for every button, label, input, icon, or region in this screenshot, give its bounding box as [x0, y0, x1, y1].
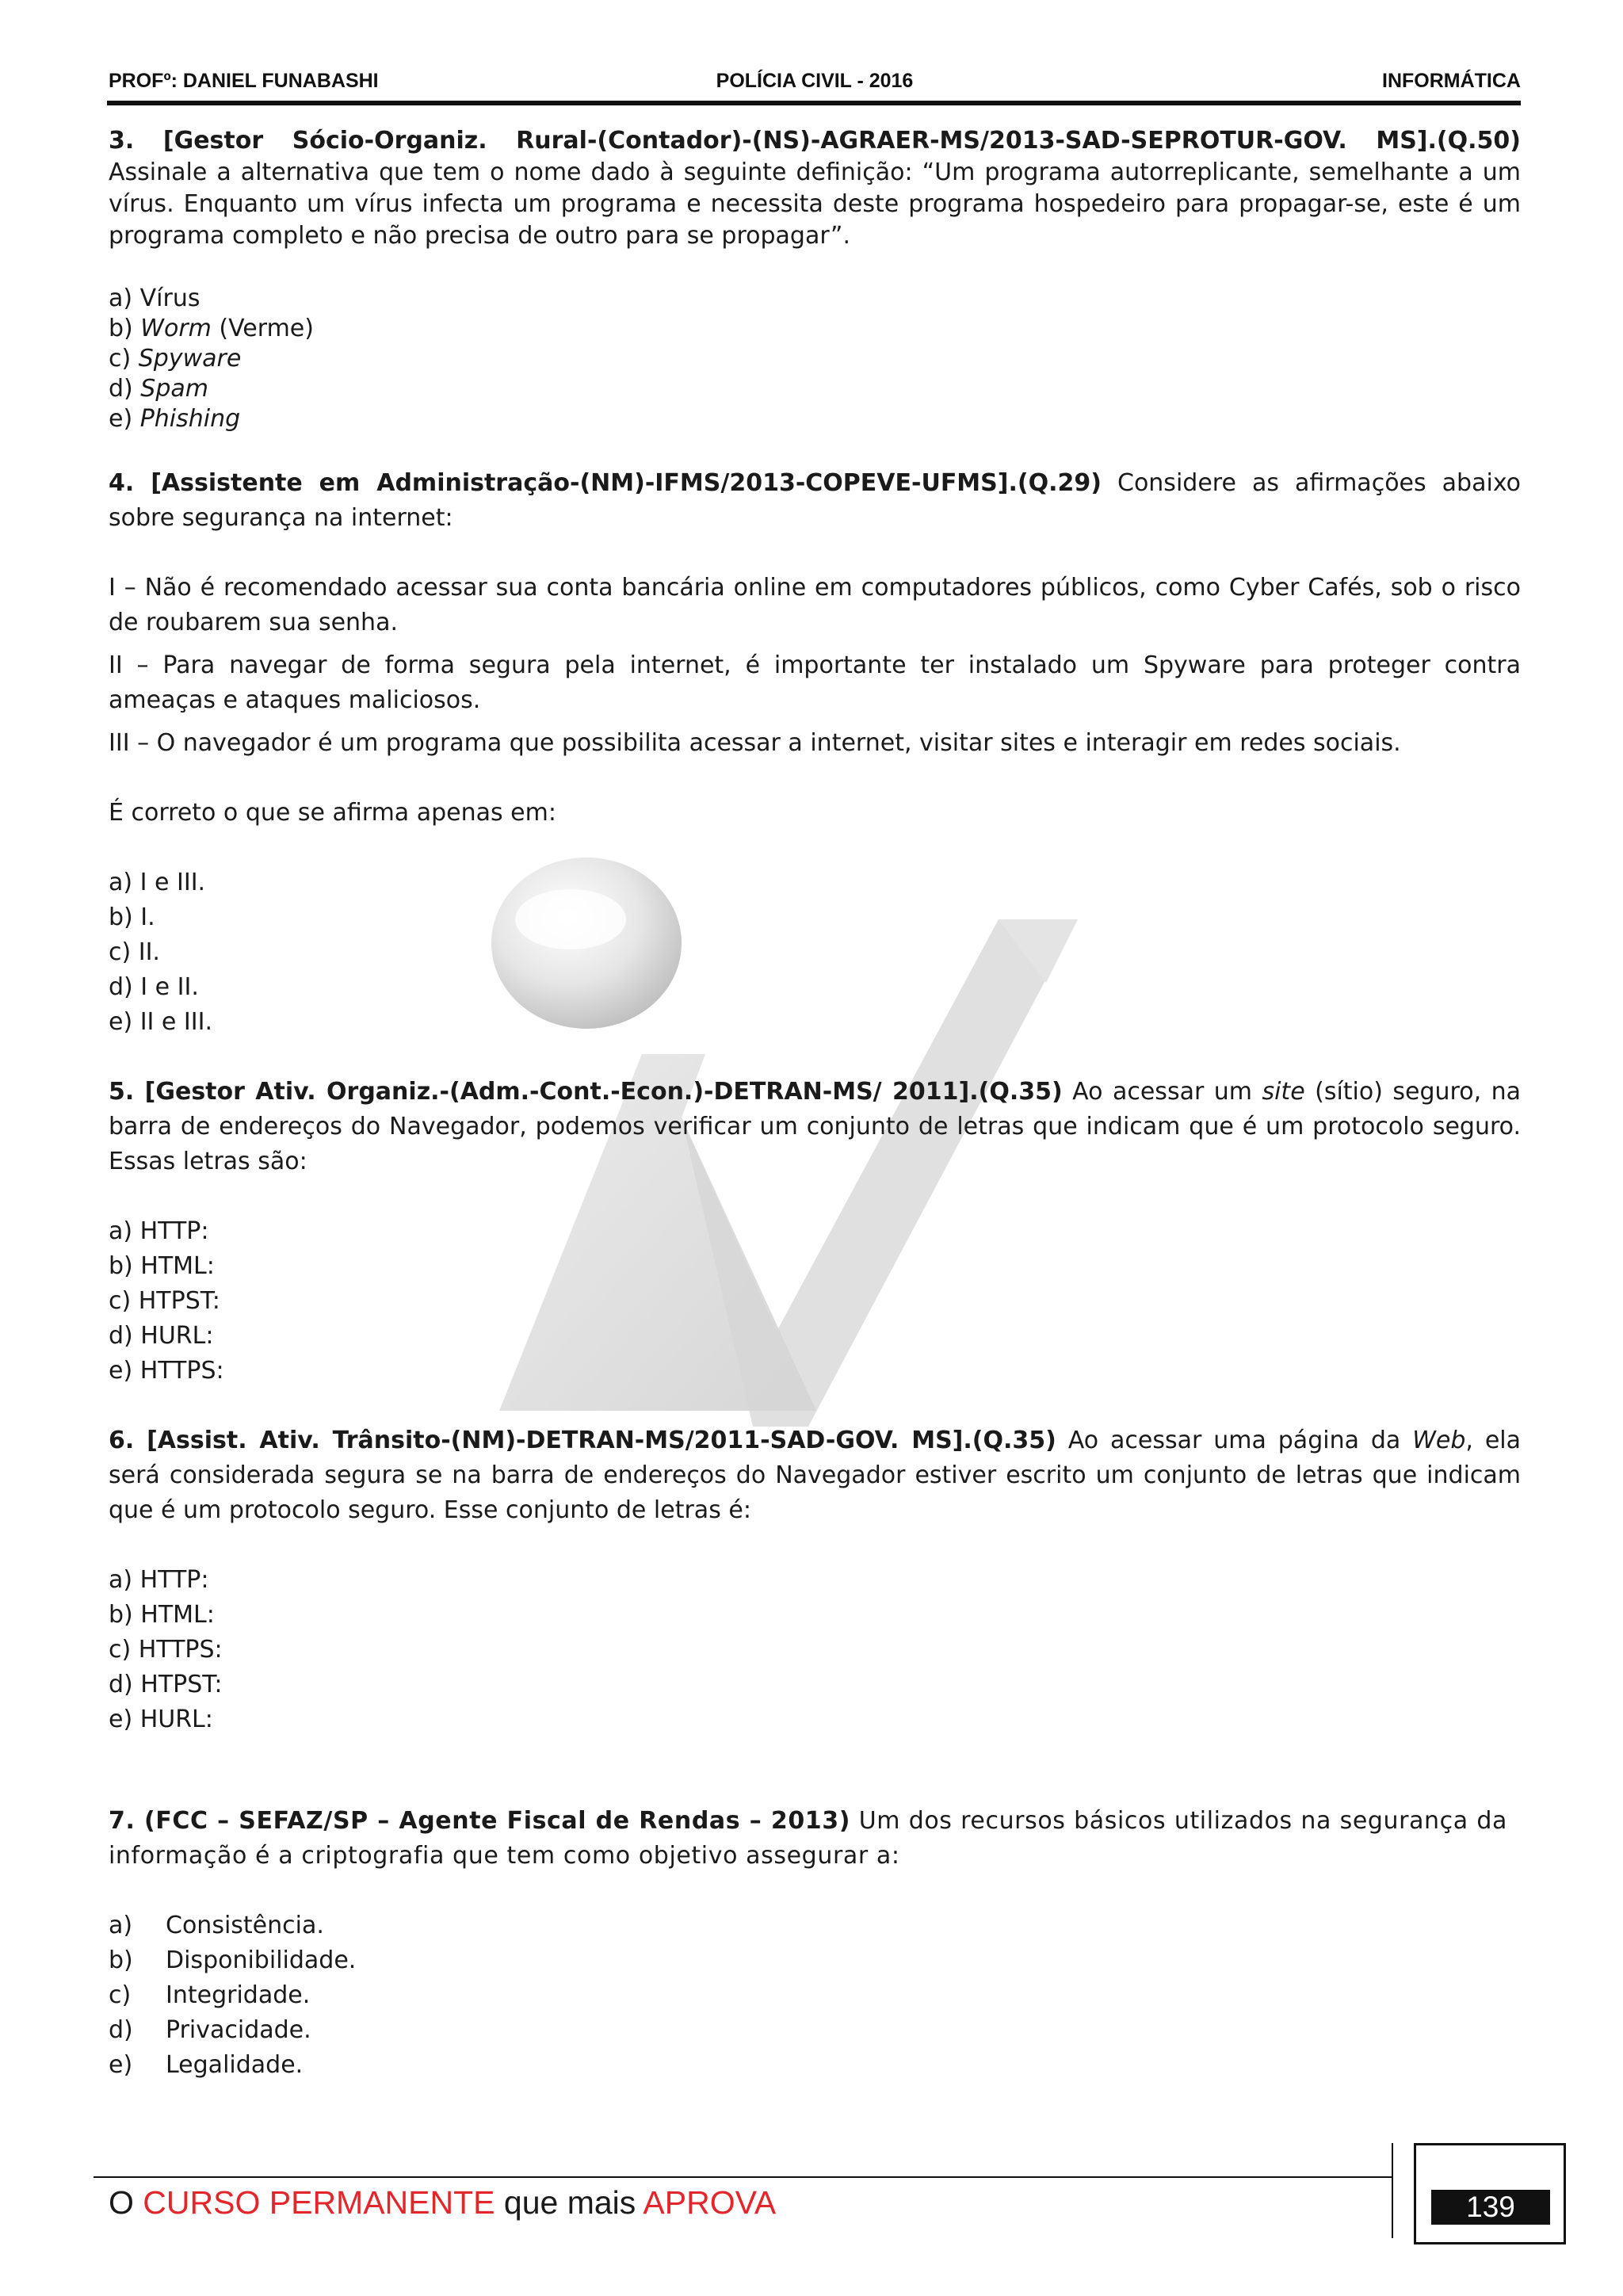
question-4-text: Considere as afirmações abaixo sobre segurança na internet:: [109, 469, 1522, 532]
option-item: d) HTPST:: [109, 1671, 223, 1698]
option-item: [109, 1908, 1521, 1943]
statement-1: I – Não é recomendado acessar sua conta bancária online em computadores públicos, como Cyber Cafés, sob o risco de roubarem sua senha.: [109, 574, 1521, 636]
option-text: Privacidade.: [166, 2016, 311, 2044]
question-7-reference: 7. (FCC – SEFAZ/SP – Agente Fiscal de Rendas – 2013): [109, 1807, 851, 1835]
question-3: [109, 125, 1521, 252]
footer-slogan-1: O: [109, 2184, 143, 2221]
option-letter: c): [109, 345, 139, 372]
footer-divider: [94, 2176, 1393, 2178]
option-item: [109, 314, 1521, 344]
question-5-reference: 5. [Gestor Ativ. Organiz.-(Adm.-Cont.-Econ.)-DETRAN-MS/ 2011].(Q.35): [109, 1078, 1063, 1106]
option-item: a) HTTP:: [109, 1217, 209, 1245]
option-text: Vírus: [139, 285, 200, 312]
question-6-text-end: , ela será considerada segura se na barra de endereços do Navegador estiver escrito um conjunto de letras que indicam que é um protocolo seguro. Esse conjunto de letras é:: [109, 1427, 1521, 1524]
option-item: e) HTTPS:: [109, 1357, 224, 1385]
option-text: Legalidade.: [166, 2051, 304, 2079]
question-3-options: [109, 284, 1521, 434]
header-divider: [107, 101, 1521, 105]
option-letter: a): [109, 285, 140, 312]
option-item: c) II.: [109, 938, 160, 966]
question-7-text: Um dos recursos básicos utilizados na segurança da informação é a criptografia que tem como objetivo assegurar a:: [109, 1807, 1507, 1870]
option-letter: e): [109, 405, 140, 433]
option-item: [109, 2013, 1521, 2048]
question-5: [109, 1075, 1521, 1179]
option-letter: d): [109, 2016, 133, 2044]
option-item: [109, 2048, 1521, 2083]
option-item: b) HTML:: [109, 1252, 215, 1280]
page-content: [109, 125, 1521, 2083]
option-item: c) HTPST:: [109, 1287, 220, 1315]
header-course: POLÍCIA CIVIL - 2016: [716, 70, 914, 92]
question-4: [109, 466, 1521, 536]
option-item: a) HTTP:: [109, 1566, 209, 1594]
option-item: [109, 404, 1521, 434]
option-item: d) I e II.: [109, 973, 199, 1001]
question-3-text: Assinale a alternativa que tem o nome dado à seguinte definição: “Um programa autorreplicante, semelhante a um vírus. Enquanto um vírus infecta um programa e necessita deste programa hospedeiro para propagar-se, este é um programa completo e não precisa de outro para se propagar”.: [109, 159, 1521, 250]
footer-slogan-2: CURSO PERMANENTE: [143, 2184, 495, 2221]
option-text: Worm: [140, 315, 212, 342]
question-6-text: Ao acessar uma página da: [1056, 1427, 1413, 1454]
option-text: Spyware: [138, 345, 242, 372]
option-letter: e): [109, 2051, 133, 2079]
option-letter: b): [109, 315, 141, 342]
question-6-italic: Web: [1412, 1427, 1466, 1454]
question-4-reference: 4. [Assistente em Administração-(NM)-IFMS/2013-COPEVE-UFMS].(Q.29): [109, 469, 1102, 497]
question-5-options: [109, 1214, 1521, 1389]
footer-slogan: [109, 2184, 776, 2222]
footer-separator: [1392, 2143, 1393, 2238]
footer-slogan-3: que mais: [495, 2184, 643, 2221]
option-item: [109, 1943, 1521, 1978]
option-letter: c): [109, 1981, 132, 2009]
option-item: d) HURL:: [109, 1322, 214, 1350]
question-7-options: [109, 1908, 1521, 2083]
option-extra: (Verme): [211, 315, 314, 342]
option-letter: d): [109, 375, 141, 403]
question-4-prompt: É correto o que se afirma apenas em:: [109, 799, 556, 827]
statement-3: III – O navegador é um programa que possibilita acessar a internet, visitar sites e interagir em redes sociais.: [109, 729, 1401, 757]
option-item: b) I.: [109, 904, 155, 931]
question-7: [109, 1804, 1507, 1874]
option-item: c) HTTPS:: [109, 1636, 223, 1664]
question-6-reference: 6. [Assist. Ativ. Trânsito-(NM)-DETRAN-MS/2011-SAD-GOV. MS].(Q.35): [109, 1427, 1056, 1454]
option-text: Consistência.: [166, 1912, 324, 1939]
header-author: PROFº: DANIEL FUNABASHI: [109, 70, 379, 92]
option-letter: b): [109, 1946, 133, 1974]
option-letter: a): [109, 1912, 133, 1939]
question-6-options: [109, 1563, 1521, 1737]
footer-slogan-4: APROVA: [643, 2184, 777, 2221]
page-header: [109, 70, 1521, 101]
option-text: Phishing: [139, 405, 241, 433]
option-item: [109, 284, 1521, 314]
question-6: [109, 1423, 1521, 1528]
question-5-text-end: (sítio) seguro, na barra de endereços do Navegador, podemos verificar um conjunto de letras que indicam que é um protocolo seguro. Essas letras são:: [109, 1078, 1521, 1175]
option-item: e) HURL:: [109, 1706, 213, 1733]
question-3-reference: 3. [Gestor Sócio-Organiz. Rural-(Contador)-(NS)-AGRAER-MS/2013-SAD-SEPROTUR-GOV. MS].(Q.50): [109, 127, 1521, 155]
page-number: 139: [1431, 2190, 1550, 2225]
statement-2: II – Para navegar de forma segura pela internet, é importante ter instalado um Spyware para proteger contra ameaças e ataques maliciosos.: [109, 651, 1521, 714]
question-4-options: [109, 865, 1521, 1040]
header-subject: INFORMÁTICA: [1382, 70, 1521, 92]
question-5-italic: site: [1262, 1078, 1305, 1106]
option-item: e) II e III.: [109, 1008, 213, 1036]
option-item: [109, 374, 1521, 404]
option-text: Integridade.: [166, 1981, 311, 2009]
option-item: b) HTML:: [109, 1601, 215, 1629]
option-item: [109, 344, 1521, 374]
option-item: [109, 1978, 1521, 2013]
option-item: a) I e III.: [109, 869, 206, 896]
option-text: Spam: [140, 375, 208, 403]
question-5-text: Ao acessar um: [1062, 1078, 1262, 1106]
option-text: Disponibilidade.: [166, 1946, 357, 1974]
